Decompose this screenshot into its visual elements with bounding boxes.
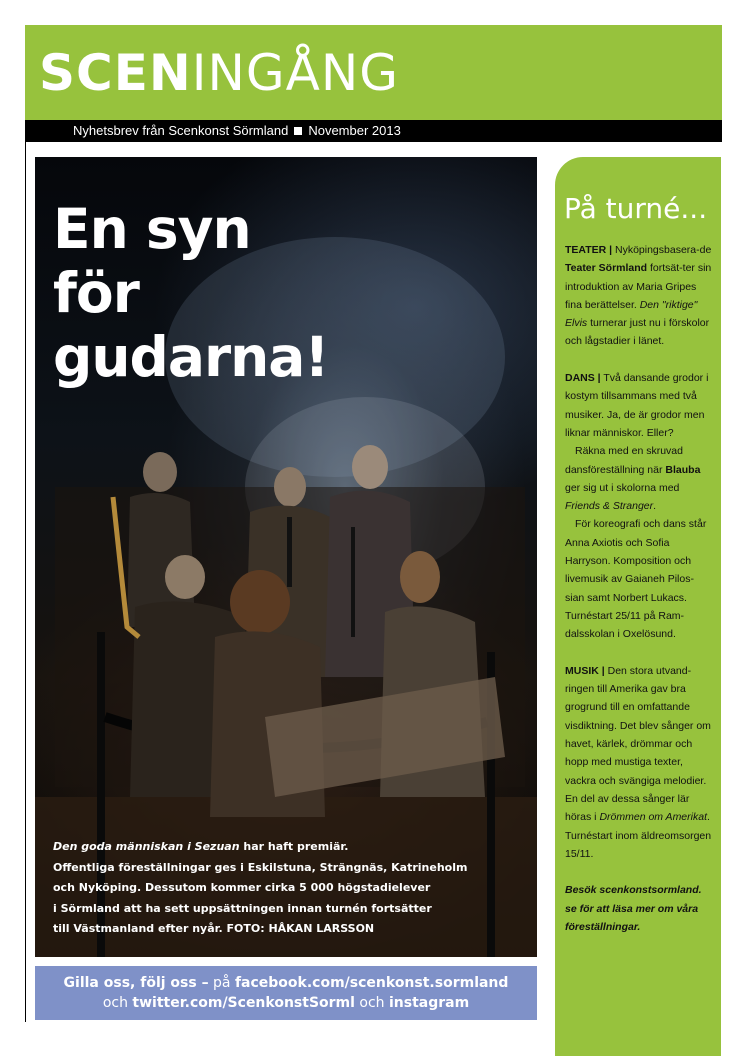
headline-line-2: för [53,261,139,325]
sidebar-body [565,241,713,955]
issue-date: November 2013 [308,123,401,138]
feature-headline [53,197,329,389]
social-connector-2: och [102,995,133,1011]
caption-line [53,837,523,858]
teater-label: TEATER | [565,244,613,256]
social-line-1 [35,973,537,993]
masthead [25,25,722,120]
dans-group-name: Blauba [665,463,701,476]
facebook-link[interactable]: facebook.com/scenkonst.sormland [234,975,509,991]
photo-caption [53,837,523,940]
dans-title: Friends & Stranger [565,500,654,513]
headline-line-3: gudarna! [53,325,329,389]
teater-text-1: Nyköpingsbasera-de [612,244,712,256]
left-rule [25,142,26,1022]
instagram-link[interactable]: instagram [388,995,470,1011]
square-separator-icon [294,127,302,135]
dans-text-4: . [653,500,657,513]
social-cta: Gilla oss, följ oss – [63,975,209,991]
caption-line-4: i Sörmland att ha sett uppsättningen innan turnén fortsätter [53,901,432,915]
sidebar-title: På turné... [564,192,708,225]
teater-paragraph [565,241,713,351]
dans-text-3: ger sig ut i skolorna med [565,481,680,494]
caption-line-2: Offentliga föreställningar ges i Eskilstuna, Strängnäs, Katrineholm [53,860,468,874]
brand-logo [39,43,399,103]
dans-paragraph-1 [565,369,713,442]
subtitle-text [73,120,401,142]
teater-title: Den "riktige" Elvis [565,298,698,330]
dans-paragraph-2 [565,442,713,515]
brand-bold: SCEN [39,44,192,102]
feature-photo [35,157,537,957]
sidebar-cta-text[interactable]: Besök scenkonstsormland. se för att läsa mer om våra föreställningar. [565,884,702,933]
caption-line-5: till Västmanland efter nyår. FOTO: HÅKAN LARSSON [53,922,375,935]
headline-line-1: En syn [53,197,251,261]
dans-paragraph-3: För koreografi och dans står Anna Axiotis och Sofia Harryson. Komposition och livemusik av Gaianeh Pilos-sian samt Norbert Lukacs. Turnéstart 25/11 på Ram-dalsskolan i Oxelösund. [565,518,707,641]
musik-paragraph [565,662,713,863]
teater-name: Teater Sörmland [565,262,648,275]
social-line-2 [35,993,537,1013]
musik-text-2: . Turnéstart inom äldreomsorgen 15/11. [565,811,712,860]
social-banner [35,966,537,1020]
social-connector-3: och [354,995,389,1011]
twitter-link[interactable]: twitter.com/ScenkonstSorml [132,995,355,1011]
musik-title: Drömmen om Amerikat [599,811,707,824]
dans-text-1: Två dansande grodor i kostym tillsammans med två musiker. Ja, de är grodor men liknar människor. Eller? [565,372,709,439]
teater-text-3: turnerar just nu i förskolor och lågstadier i länet. [565,317,710,348]
teater-text-2: fortsät-ter sin introduktion av Maria Gripes fina berättelser. [565,262,712,311]
brand-light: INGÅNG [191,44,399,102]
musik-text-1: Den stora utvand-ringen till Amerika gav bra grogrund till en omfattande visdiktning. Det blev sånger om havet, kärlek, drömmar och hopp med mustiga texter, vackra och svängiga melodier. En del av dessa sånger lär höras i [565,664,711,824]
newsletter-name: Nyhetsbrev från Scenkonst Sörmland [73,123,289,138]
dans-label: DANS | [565,372,601,385]
caption-title: Den goda människan i Sezuan [53,840,240,853]
dans-text-2: Räkna med en skruvad dansföreställning när [565,445,683,476]
tour-sidebar [555,157,721,1056]
caption-line-3: och Nyköping. Dessutom kommer cirka 5 000 högstadielever [53,881,431,894]
subtitle-bar [25,120,722,142]
sidebar-cta[interactable] [565,881,713,936]
social-connector: på [208,975,235,991]
caption-line-1: har haft premiär. [239,840,349,853]
musik-label: MUSIK | [565,664,605,677]
